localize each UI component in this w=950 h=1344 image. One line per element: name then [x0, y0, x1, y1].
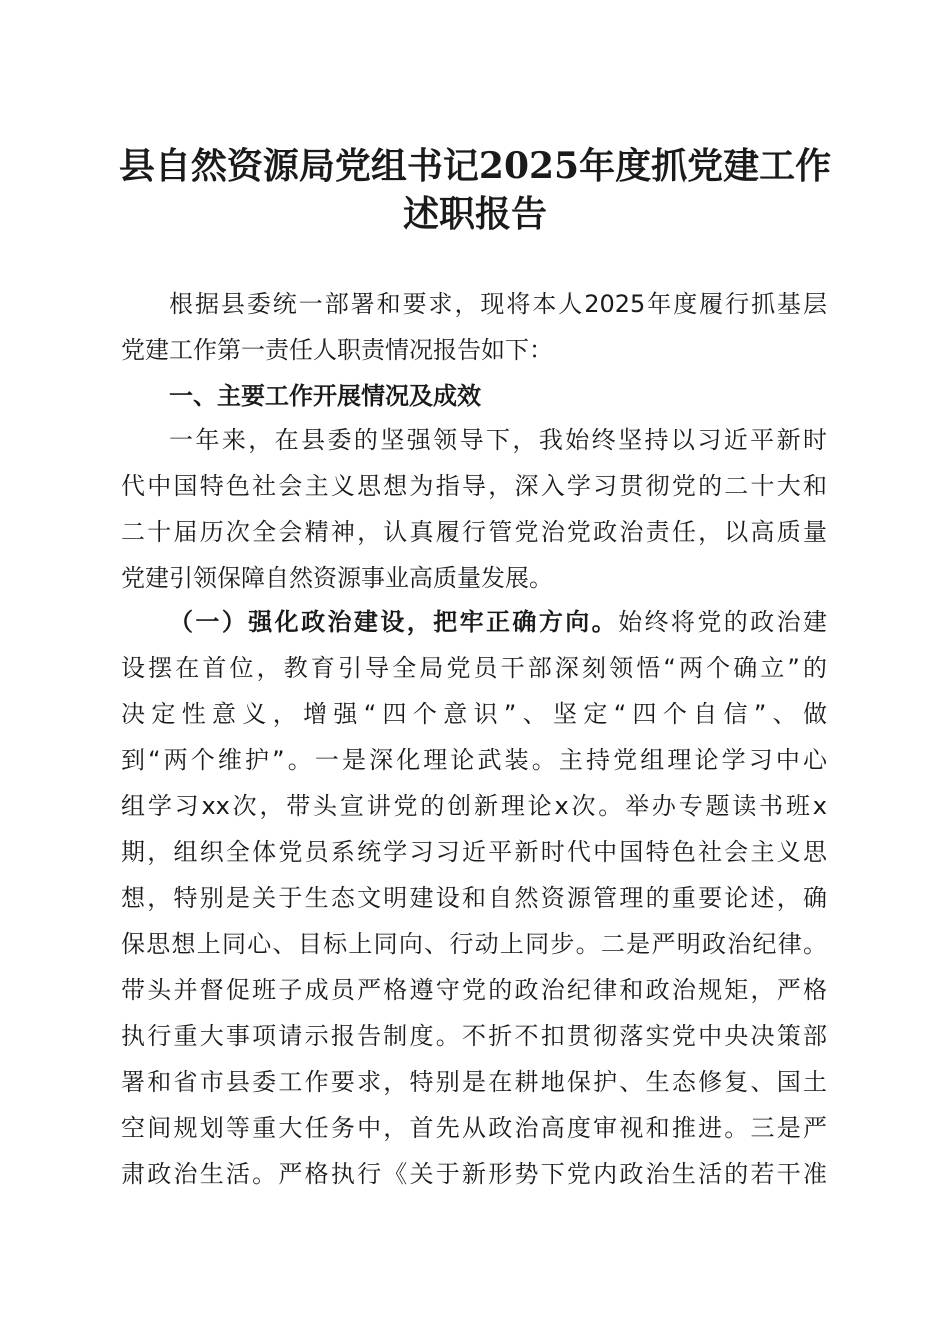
paragraph-line: 设摆在首位，教育引导全局党员干部深刻领悟“两个确立”的 [121, 654, 827, 682]
paragraph-line: 想，特别是关于生态文明建设和自然资源管理的重要论述，确 [121, 884, 827, 912]
paragraph-line: 带头并督促班子成员严格遵守党的政治纪律和政治规矩，严格 [121, 976, 827, 1004]
paragraph-line: 党建引领保障自然资源事业高质量发展。 [121, 564, 553, 592]
paragraph-line: 期，组织全体党员系统学习习近平新时代中国特色社会主义思 [121, 838, 827, 866]
paragraph-line: 执行重大事项请示报告制度。不折不扣贯彻落实党中央决策部 [121, 1022, 827, 1050]
document-title-line-2: 述职报告 [402, 193, 547, 235]
paragraph-line: 署和省市县委工作要求，特别是在耕地保护、生态修复、国土 [121, 1068, 827, 1096]
paragraph-line: 肃政治生活。严格执行《关于新形势下党内政治生活的若干准 [121, 1160, 827, 1188]
paragraph-line: 一年来，在县委的坚强领导下，我始终坚持以习近平新时 [169, 426, 827, 454]
paragraph-line: 空间规划等重大任务中，首先从政治高度审视和推进。三是严 [121, 1114, 827, 1142]
paragraph-line: 代中国特色社会主义思想为指导，深入学习贯彻党的二十大和 [121, 472, 827, 500]
subsection-heading: （一）强化政治建设，把牢正确方向。 [169, 608, 619, 636]
intro-line: 党建工作第一责任人职责情况报告如下： [121, 336, 553, 364]
intro-line: 根据县委统一部署和要求，现将本人2025年度履行抓基层 [169, 290, 827, 318]
subsection-text: 始终将党的政治建 [618, 608, 828, 636]
paragraph-line: 决定性意义，增强“四个意识”、坚定“四个自信”、做 [121, 700, 827, 728]
paragraph-line: 保思想上同心、目标上同向、行动上同步。二是严明政治纪律。 [121, 930, 827, 958]
document-title-line-1: 县自然资源局党组书记2025年度抓党建工作 [118, 145, 832, 187]
paragraph-line: 组学习xx次，带头宣讲党的创新理论x次。举办专题读书班x [121, 792, 827, 820]
subsection-first-line [169, 602, 827, 637]
paragraph-line: 二十届历次全会精神，认真履行管党治党政治责任，以高质量 [121, 518, 827, 546]
paragraph-line: 到“两个维护”。一是深化理论武装。主持党组理论学习中心 [121, 746, 827, 774]
section-heading: 一、主要工作开展情况及成效 [169, 382, 481, 410]
